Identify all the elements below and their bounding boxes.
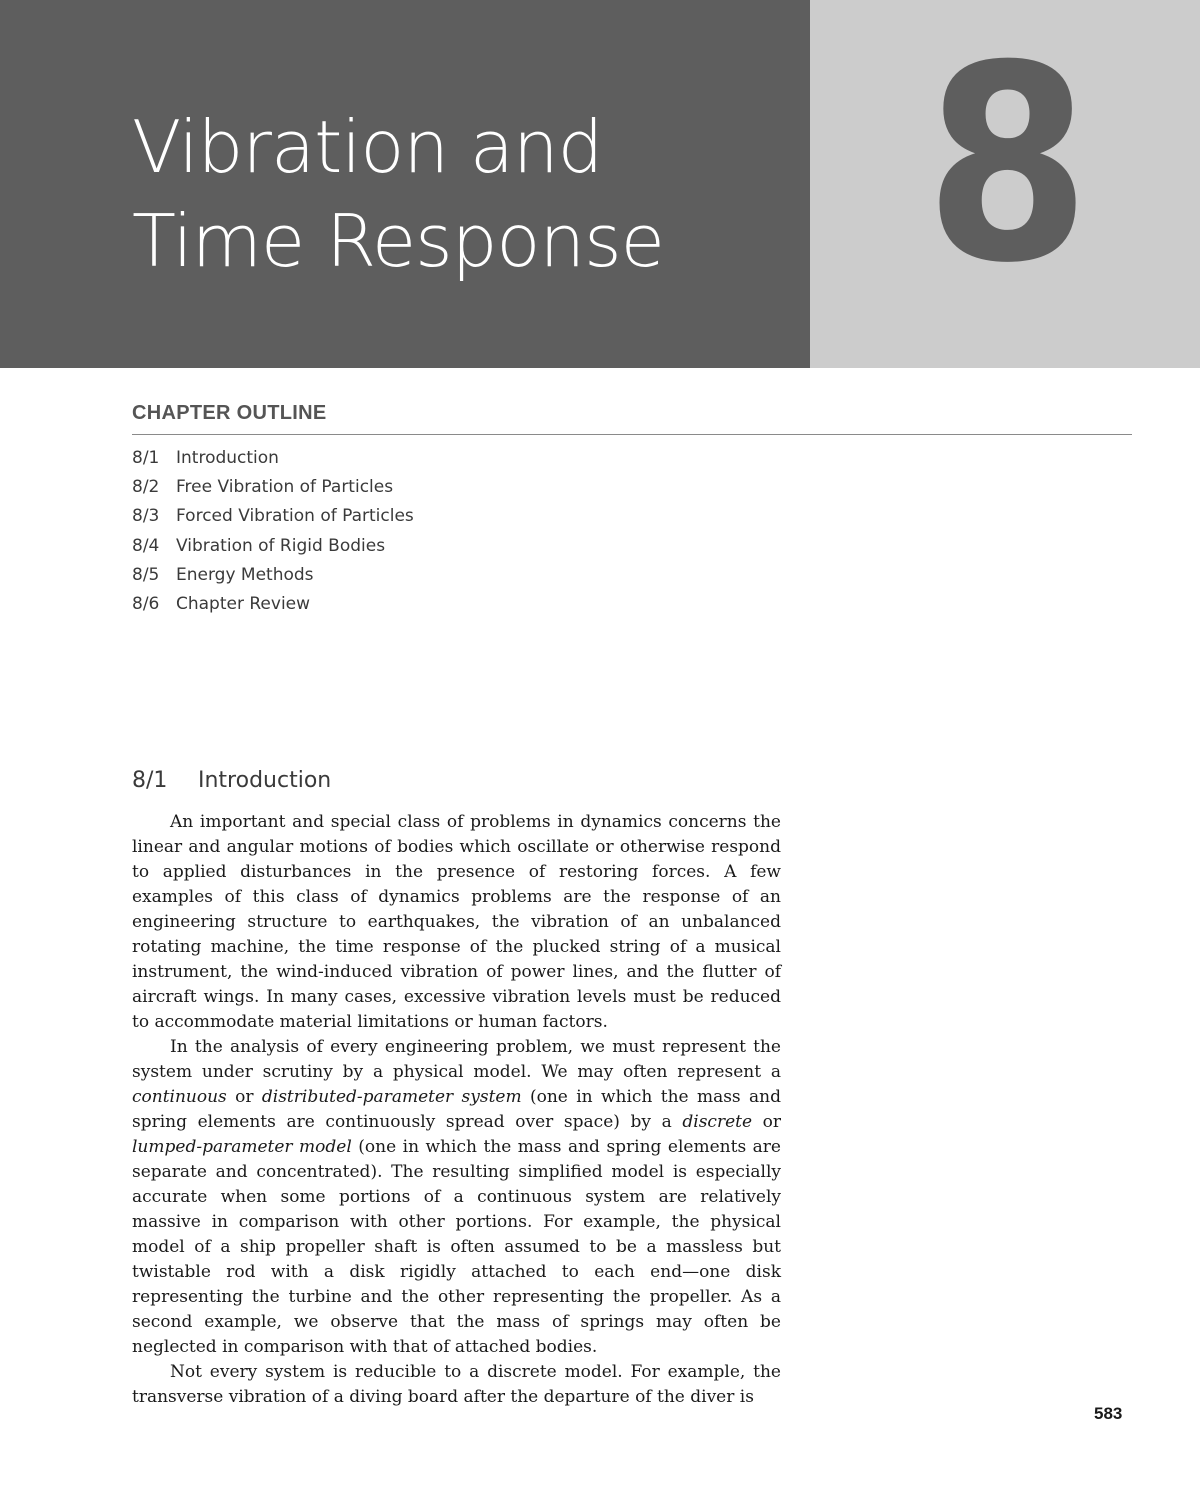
outline-item	[132, 591, 414, 620]
outline-item-number: 8/4	[132, 535, 160, 556]
term-distributed-parameter-system: distributed-parameter system	[261, 1087, 522, 1107]
chapter-title-line-2: Time Response	[132, 199, 664, 283]
outline-item	[132, 445, 414, 474]
chapter-title	[132, 100, 792, 288]
body-text	[132, 810, 781, 1410]
paragraph-2-text: or	[752, 1112, 782, 1132]
chapter-number: 8	[925, 7, 1091, 322]
paragraph-2-text: (one in which the mass and spring elements are continuously spread over space) by a	[132, 1087, 781, 1132]
outline-item-number: 8/5	[132, 564, 160, 585]
section-number: 8/1	[132, 768, 168, 793]
term-continuous: continuous	[132, 1087, 227, 1107]
outline-item-number: 8/6	[132, 593, 160, 614]
outline-item-label: Chapter Review	[176, 593, 311, 614]
paragraph-1: An important and special class of problems in dynamics concerns the linear and angular motions of bodies which oscillate or otherwise respond to applied disturbances in the presence of restoring forces. A few examples of this class of dynamics problems are the response of an engineering structure to earthquakes, the vibration of an unbalanced rotating machine, the time response of the plucked string of a musical instrument, the wind-induced vibration of power lines, and the flutter of aircraft wings. In many cases, excessive vibration levels must be reduced to accommodate material limitations or human factors.	[132, 812, 781, 1032]
paragraph-2-text: or	[226, 1087, 262, 1107]
section-title: Introduction	[198, 768, 332, 793]
outline-item	[132, 474, 414, 503]
outline-divider	[132, 434, 1132, 435]
paragraph-2-text: (one in which the mass and spring elements are separate and concentrated). The resulting simplified model is especially accurate when some portions of a continuous system are relatively massive in comparison with other portions. For example, the physical model of a ship propeller shaft is often assumed to be a massless but twistable rod with a disk rigidly attached to each end—one disk representing the turbine and the other representing the propeller. As a second example, we observe that the mass of springs may often be neglected in comparison with that of attached bodies.	[132, 1137, 781, 1357]
outline-item	[132, 562, 414, 591]
chapter-outline-list	[132, 445, 414, 620]
outline-item	[132, 503, 414, 532]
outline-item-label: Introduction	[176, 448, 279, 468]
outline-item-label: Energy Methods	[176, 564, 314, 585]
outline-item-label: Vibration of Rigid Bodies	[176, 535, 386, 556]
chapter-outline-heading: CHAPTER OUTLINE	[132, 402, 327, 424]
paragraph-2-text: In the analysis of every engineering problem, we must represent the system under scrutiny by a physical model. We may often represent a	[132, 1037, 781, 1082]
term-lumped-parameter-model: lumped-parameter model	[132, 1137, 352, 1157]
paragraph-3: Not every system is reducible to a discrete model. For example, the transverse vibration of a diving board after the departure of the diver is	[132, 1362, 781, 1407]
page-number: 583	[1094, 1404, 1123, 1423]
outline-item-label: Free Vibration of Particles	[176, 477, 394, 498]
outline-item-number: 8/1	[132, 448, 160, 468]
term-discrete: discrete	[682, 1112, 753, 1132]
outline-item-number: 8/2	[132, 477, 160, 498]
outline-item-label: Forced Vibration of Particles	[176, 506, 414, 527]
section-heading	[132, 768, 331, 793]
outline-item-number: 8/3	[132, 506, 160, 527]
outline-item	[132, 533, 414, 562]
paragraph-2	[132, 1035, 781, 1360]
chapter-title-line-1: Vibration and	[132, 105, 603, 189]
